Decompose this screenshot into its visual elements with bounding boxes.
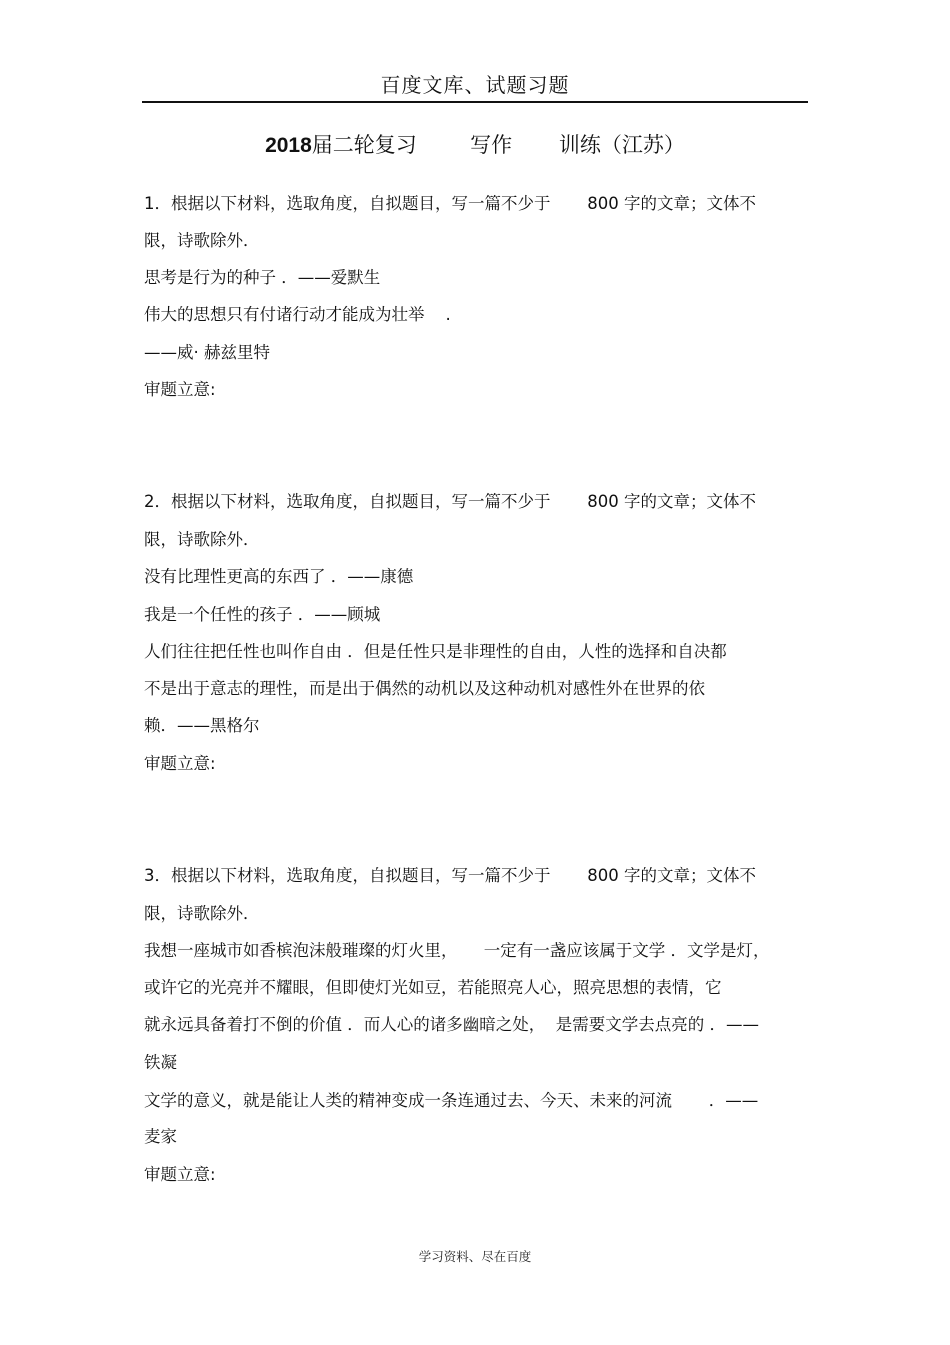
- question-3-prompt-line-1: 3．根据以下材料，选取角度，自拟题目，写一篇不少于 800 字的文章；文体不: [144, 866, 756, 885]
- question-3-quote-1-line-1: 我想一座城市如香槟泡沫般璀璨的灯火里， 一定有一盏应该属于文学 ．文学是灯，: [144, 941, 770, 960]
- document-title: [0, 129, 950, 162]
- title-text: 届二轮复习 写作 训练（江苏）: [311, 133, 685, 157]
- title-year: 2018: [265, 134, 312, 157]
- page-footer: 学习资料、尽在百度: [418, 1249, 532, 1264]
- question-3-prompt-line-2: 限，诗歌除外．: [144, 904, 260, 923]
- question-1-quote-2-line-2: ——威· 赫兹里特: [144, 343, 270, 362]
- question-3-quote-2-line-1: 文学的意义，就是能让人类的精神变成一条连通过去、今天、未来的河流 ．——: [144, 1091, 759, 1110]
- question-2-prompt-line-1: 2．根据以下材料，选取角度，自拟题目，写一篇不少于 800 字的文章；文体不: [144, 492, 756, 511]
- question-2-analysis-label: 审题立意:: [144, 754, 216, 773]
- question-3-quote-1-line-3: 就永远具备着打不倒的价值 ．而人心的诸多幽暗之处， 是需要文学去点亮的 ．——: [144, 1015, 759, 1034]
- question-2-prompt-line-2: 限，诗歌除外．: [144, 530, 260, 549]
- question-1-quote-1: 思考是行为的种子 ．——爱默生: [144, 268, 381, 287]
- question-1-analysis-label: 审题立意:: [144, 380, 216, 399]
- question-2-quote-3-line-2: 不是出于意志的理性，而是出于偶然的动机以及这种动机对感性外在世界的依: [144, 679, 705, 698]
- question-3-quote-1-line-4: 铁凝: [144, 1053, 177, 1072]
- page-header: 百度文库、试题习题: [380, 73, 570, 97]
- question-2-quote-3-line-1: 人们往往把任性也叫作自由 ．但是任性只是非理性的自由，人性的选择和自决都: [144, 642, 727, 661]
- question-1-prompt-line-1: 1．根据以下材料，选取角度，自拟题目，写一篇不少于 800 字的文章；文体不: [144, 194, 756, 213]
- question-1-quote-2-line-1: 伟大的思想只有付诸行动才能成为壮举 .: [144, 305, 451, 324]
- question-2-quote-3-line-3: 赖．——黑格尔: [144, 716, 260, 735]
- question-2-quote-2: 我是一个任性的孩子 ．——顾城: [144, 605, 381, 624]
- header-divider: [142, 101, 808, 103]
- question-3-quote-2-line-2: 麦家: [144, 1127, 177, 1146]
- question-1-prompt-line-2: 限，诗歌除外．: [144, 231, 260, 250]
- question-3-analysis-label: 审题立意:: [144, 1165, 216, 1184]
- question-2-quote-1: 没有比理性更高的东西了 ．——康德: [144, 567, 414, 586]
- question-3-quote-1-line-2: 或许它的光亮并不耀眼，但即使灯光如豆，若能照亮人心，照亮思想的表情，它: [144, 978, 722, 997]
